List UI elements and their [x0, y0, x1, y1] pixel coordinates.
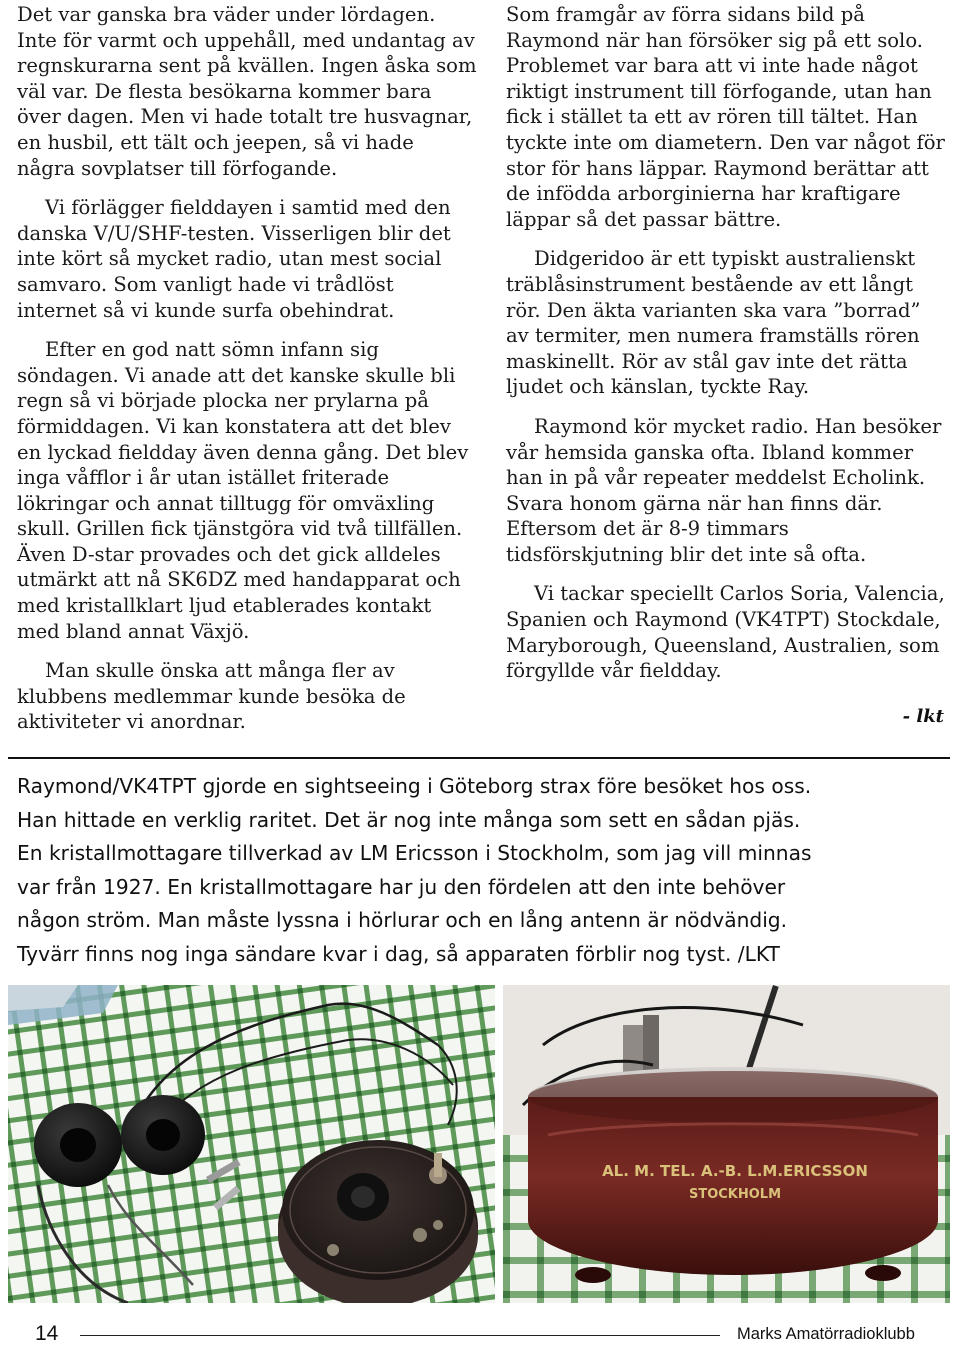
footer-divider: [80, 1335, 720, 1336]
caption-line-4: var från 1927. En kristallmottagare har ju den fördelen att den inte behöver: [17, 874, 786, 899]
photo-caption: [17, 770, 947, 972]
right-paragraph-4: Vi tackar speciellt Carlos Soria, Valencia, Spanien och Raymond (VK4TPT) Stockdale, Maryborough, Queensland, Australien, som förgyllde vår fieldday.: [506, 582, 945, 683]
right-paragraph-2: Didgeridoo är ett typiskt australienskt träblåsinstrument bestående av ett långt rör. Den äkta varianten ska vara ”borrad” av termiter, men numera framställs rören maskinellt. Rör av stål gav inte det rätta ljudet och känslan, tyckte Ray.: [506, 247, 921, 399]
caption-line-2: Han hittade en verklig raritet. Det är nog inte många som sett en sådan pjäs.: [17, 807, 801, 832]
section-divider: [8, 757, 950, 759]
photo-right-illustration: [503, 985, 950, 1303]
left-paragraph-3: Efter en god natt sömn infann sig söndagen. Vi anade att det kanske skulle bli regn så vi började plocka ner prylarna på förmiddagen. Vi kan konstatera att det blev en lyckad fieldday även denna gång. Det blev inga våfflor i år utan istället friterade lökringar och annat tilltugg för omväxling skull. Grillen fick tjänstgöra vid två tillfällen. Även D-star provades och det gick alldeles utmärkt att nå SK6DZ med handapparat och med kristallklart ljud etablerades kontakt med bland annat Växjö.: [17, 338, 469, 643]
author-signature: - lkt: [902, 706, 944, 727]
footer-club-name: Marks Amatörradioklubb: [737, 1325, 915, 1343]
caption-line-3: En kristallmottagare tillverkad av LM Ericsson i Stockholm, som jag vill minnas: [17, 841, 812, 866]
left-paragraph-1: Det var ganska bra väder under lördagen. Inte för varmt och uppehåll, med undantag av regnskurarna sent på kvällen. Ingen åska som väl var. De flesta besökarna kommer bara över dagen. Men vi hade totalt tre husvagnar, en husbil, ett tält och jeepen, så vi hade några sovplatser till förfogande.: [17, 3, 477, 180]
caption-line-5: någon ström. Man måste lyssna i hörlurar och en lång antenn är nödvändig.: [17, 908, 788, 933]
right-paragraph-1: Som framgår av förra sidans bild på Raymond när han försöker sig på ett solo. Problemet var bara att vi inte hade något riktigt instrument till förfogande, utan han fick i stället ta ett av rören till tältet. Han tyckte inte om diametern. Den var något för stor för hans läppar. Raymond berättar att de infödda arborginierna har kraftigare läppar så det passar bättre.: [506, 3, 945, 231]
left-text-column: [17, 2, 477, 749]
receiver-maker-label: AL. M. TEL. A.-B. L.M.ERICSSON: [602, 1162, 868, 1180]
page-number: 14: [35, 1322, 59, 1345]
left-paragraph-4: Man skulle önska att många fler av klubbens medlemmar kunde besöka de aktiviteter vi anordnar.: [17, 659, 406, 734]
photo-left-illustration: [8, 985, 495, 1303]
right-paragraph-3: Raymond kör mycket radio. Han besöker vår hemsida ganska ofta. Ibland kommer han in på vår repeater meddelst Echolink. Svara honom gärna när han finns där. Eftersom det är 8-9 timmars tidsförskjutning blir det inte så ofta.: [506, 414, 942, 566]
photo-crystal-receiver-and-headphones: [8, 985, 495, 1303]
photo-ericsson-receiver-closeup: [503, 985, 950, 1303]
caption-line-1: Raymond/VK4TPT gjorde en sightseeing i Göteborg strax före besöket hos oss.: [17, 774, 812, 798]
receiver-city-label: STOCKHOLM: [688, 1187, 782, 1202]
right-text-column: [506, 2, 946, 698]
left-paragraph-2: Vi förlägger fielddayen i samtid med den danska V/U/SHF-testen. Visserligen blir det inte kört så mycket radio, utan mest social samvaro. Som vanligt hade vi trådlöst internet så vi kunde surfa obehindrat.: [17, 196, 451, 322]
caption-line-6: Tyvärr finns nog inga sändare kvar i dag, så apparaten förblir nog tyst. /LKT: [17, 941, 780, 966]
